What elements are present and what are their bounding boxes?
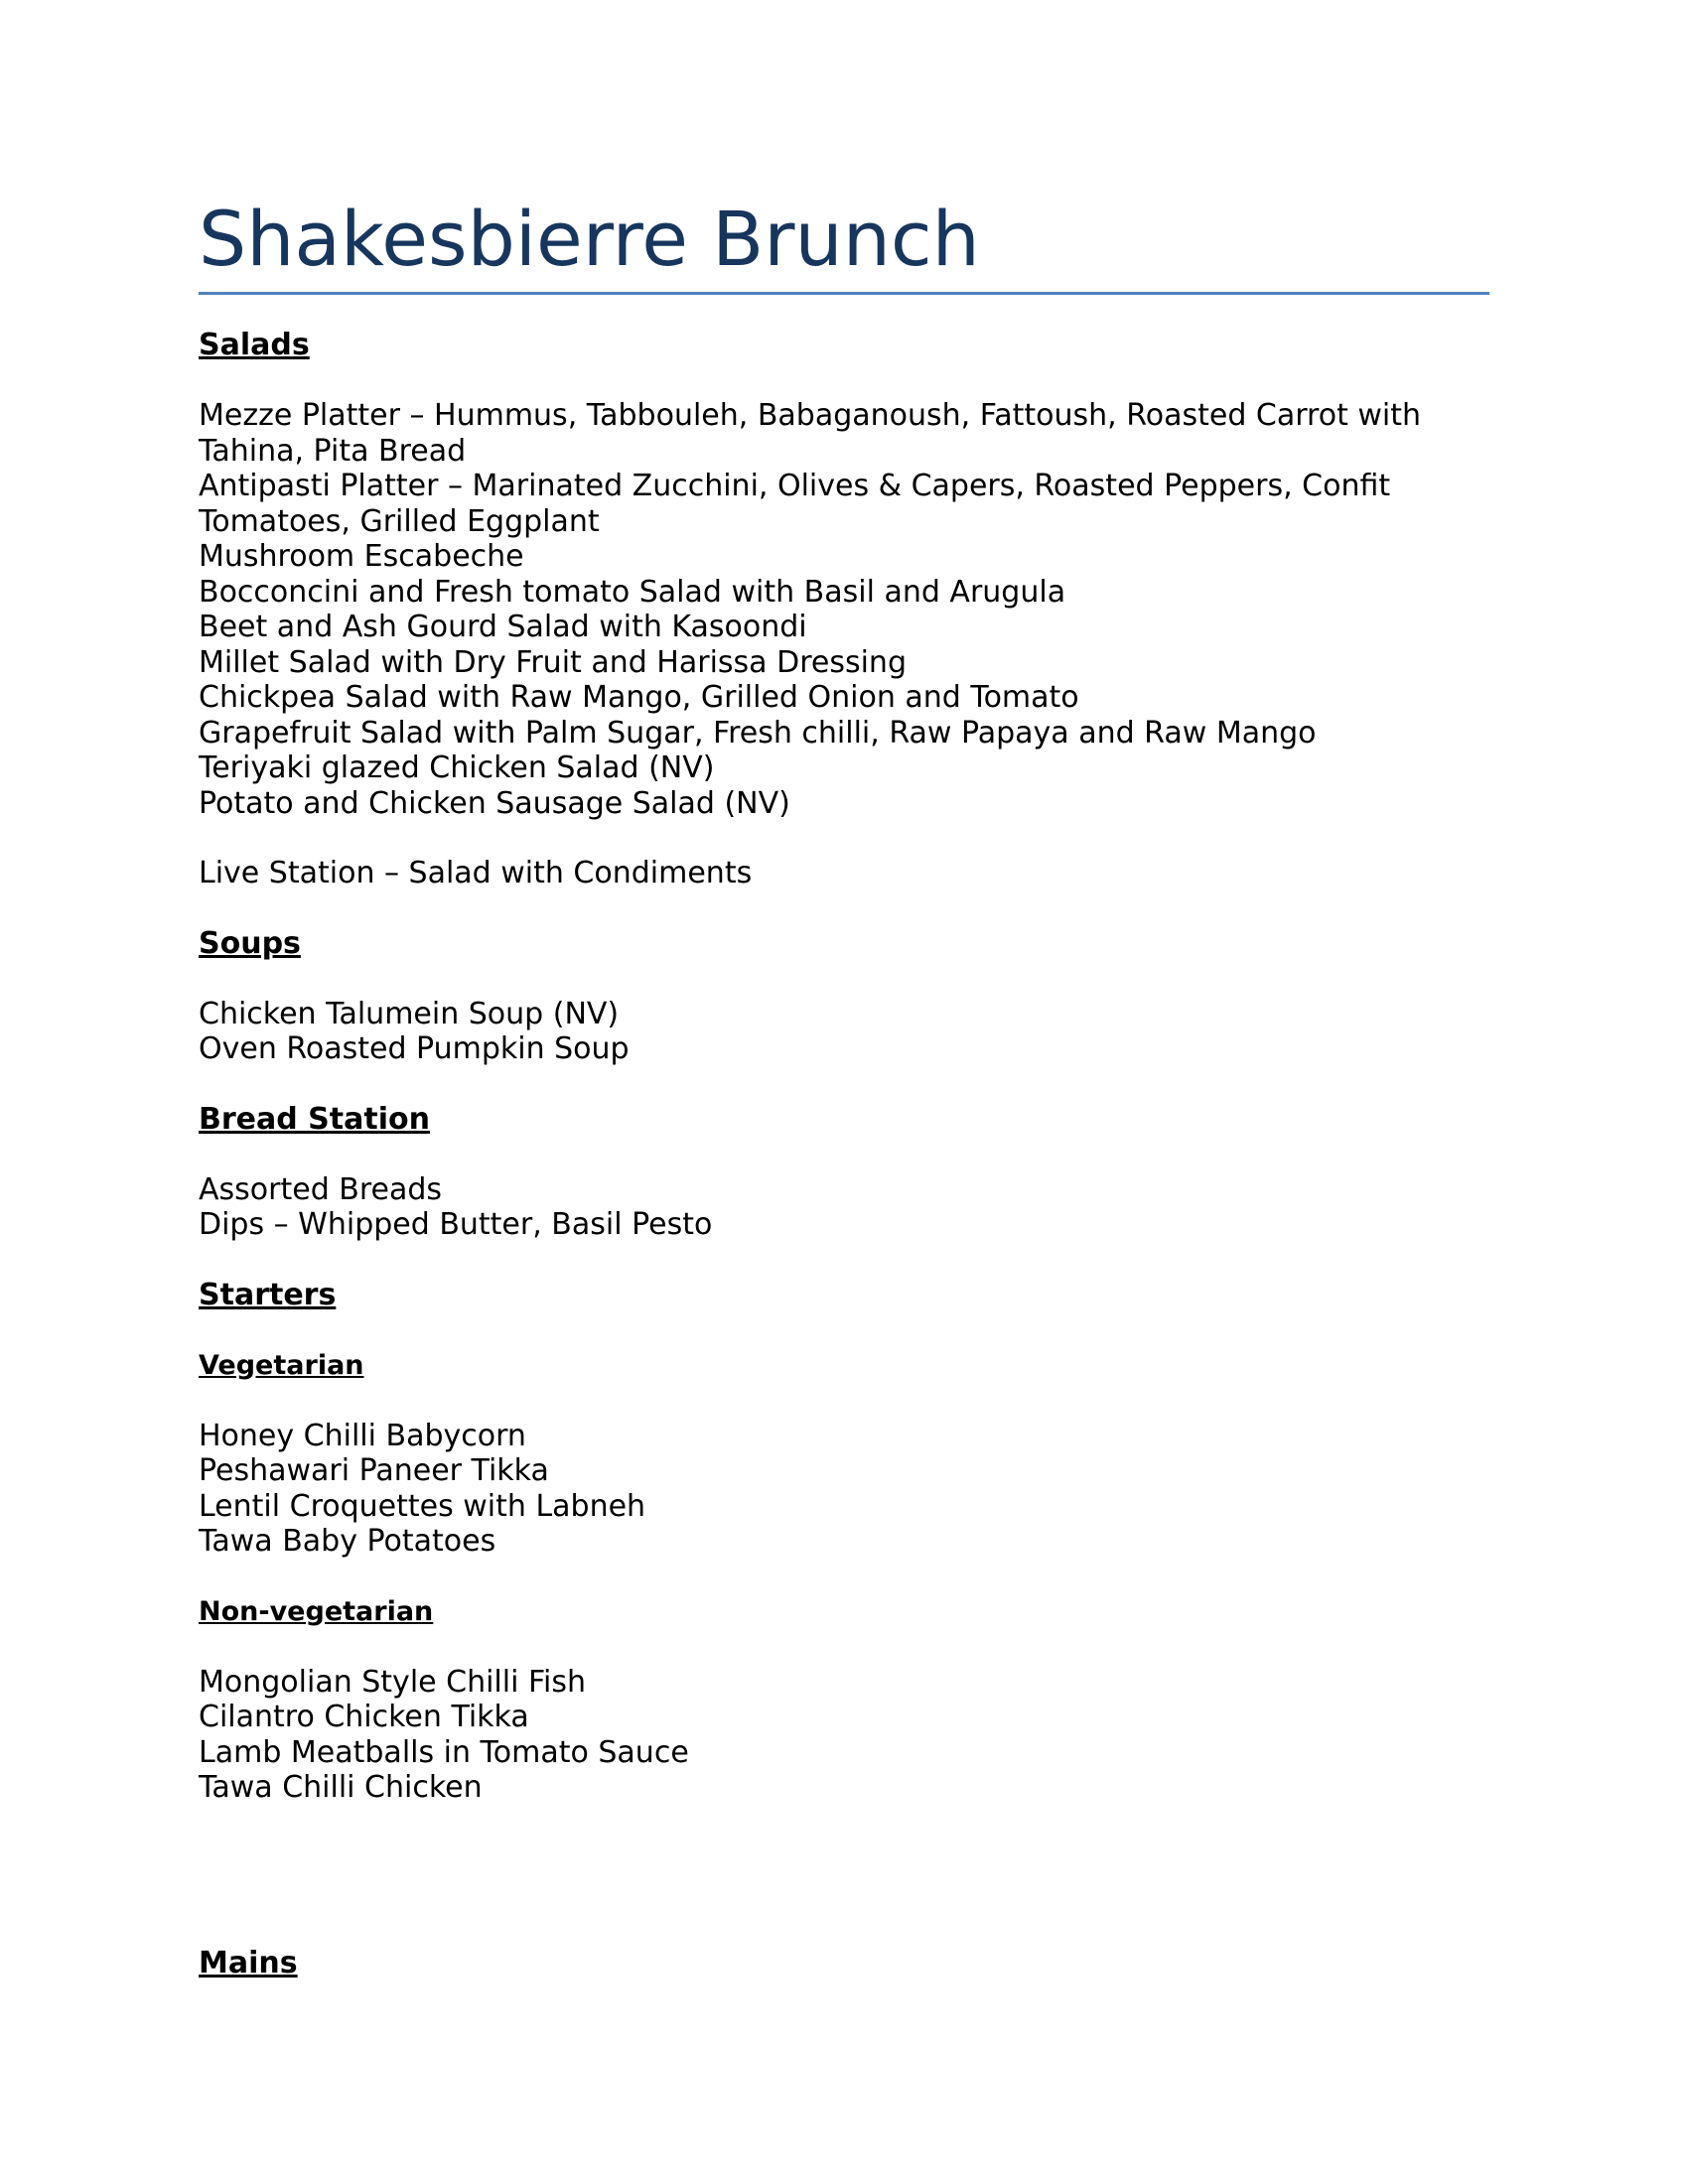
list-item: Tahina, Pita Bread — [199, 433, 467, 469]
list-item: Oven Roasted Pumpkin Soup — [199, 1031, 630, 1066]
menu-content — [199, 328, 1489, 1981]
list-item: Dips – Whipped Butter, Basil Pesto — [199, 1207, 713, 1242]
list-item: Mongolian Style Chilli Fish — [199, 1664, 587, 1700]
subheading-vegetarian: Vegetarian — [199, 1349, 364, 1381]
list-item: Millet Salad with Dry Fruit and Harissa Dressing — [199, 644, 907, 680]
bread-list — [199, 1172, 1489, 1243]
list-item: Chicken Talumein Soup (NV) — [199, 996, 620, 1031]
subheading-non-vegetarian: Non-vegetarian — [199, 1595, 434, 1627]
section-heading-mains: Mains — [199, 1945, 298, 1980]
list-item: Antipasti Platter – Marinated Zucchini, Olives & Capers, Roasted Peppers, Confit — [199, 469, 1391, 503]
section-heading-salads: Salads — [199, 328, 310, 362]
list-item: Teriyaki glazed Chicken Salad (NV) — [199, 751, 715, 785]
list-item: Lamb Meatballs in Tomato Sauce — [199, 1734, 689, 1770]
salads-list — [199, 398, 1489, 821]
section-heading-bread-station: Bread Station — [199, 1101, 430, 1137]
live-station-item: Live Station – Salad with Condiments — [199, 856, 753, 890]
list-item: Grapefruit Salad with Palm Sugar, Fresh chilli, Raw Papaya and Raw Mango — [199, 715, 1317, 751]
list-item: Peshawari Paneer Tikka — [199, 1453, 549, 1488]
list-item: Lentil Croquettes with Labneh — [199, 1488, 646, 1524]
list-item: Tomatoes, Grilled Eggplant — [199, 503, 600, 539]
non-vegetarian-starters-list — [199, 1665, 1489, 1806]
section-heading-soups: Soups — [199, 925, 301, 961]
list-item: Honey Chilli Babycorn — [199, 1418, 526, 1453]
list-item: Bocconcini and Fresh tomato Salad with Basil and Arugula — [199, 574, 1066, 610]
list-item: Mushroom Escabeche — [199, 539, 524, 574]
list-item: Tawa Baby Potatoes — [199, 1524, 496, 1559]
title-underline — [199, 292, 1489, 295]
list-item: Assorted Breads — [199, 1171, 443, 1207]
list-item: Chickpea Salad with Raw Mango, Grilled Onion and Tomato — [199, 680, 1079, 715]
list-item: Cilantro Chicken Tikka — [199, 1700, 529, 1734]
list-item: Tawa Chilli Chicken — [199, 1770, 483, 1805]
vegetarian-starters-list — [199, 1419, 1489, 1560]
list-item: Beet and Ash Gourd Salad with Kasoondi — [199, 610, 807, 644]
section-heading-starters: Starters — [199, 1277, 337, 1312]
page-title: Shakesbierre Brunch — [199, 195, 980, 283]
list-item: Potato and Chicken Sausage Salad (NV) — [199, 785, 790, 821]
soups-list — [199, 997, 1489, 1067]
list-item: Mezze Platter – Hummus, Tabbouleh, Babaganoush, Fattoush, Roasted Carrot with — [199, 398, 1422, 433]
